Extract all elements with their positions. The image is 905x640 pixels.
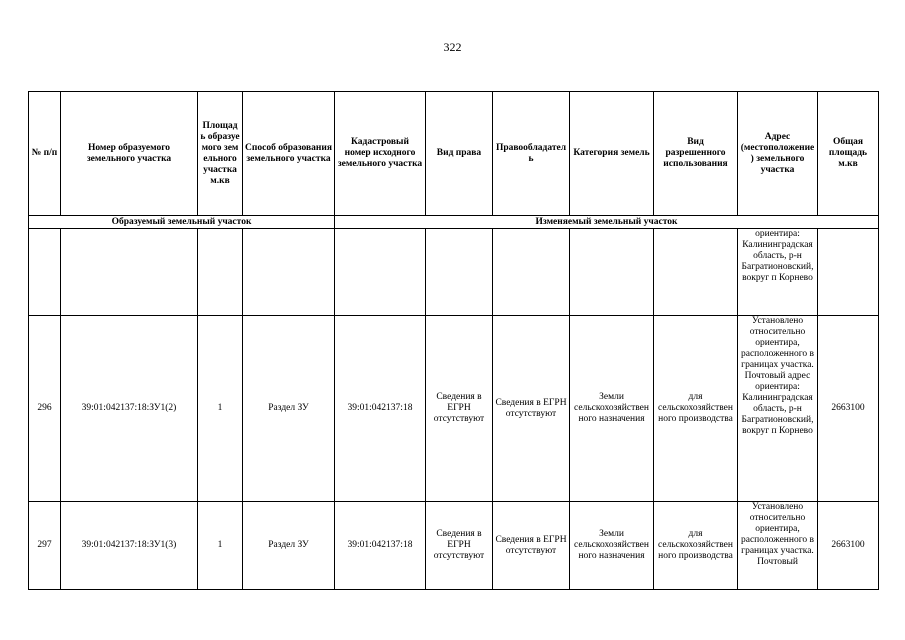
row-num: 297 xyxy=(29,502,61,590)
cadastral-cell: 39:01:042137:18 xyxy=(335,316,426,502)
col-header-right-type: Вид права xyxy=(426,92,493,216)
header-row xyxy=(29,92,879,216)
parcel-number-cell: 39:01:042137:18:ЗУ1(2) xyxy=(61,316,198,502)
col-header-parcel-number: Номер образуемого земельного участка xyxy=(61,92,198,216)
total-area-cell: 2663100 xyxy=(818,502,879,590)
col-header-address: Адрес (местоположение) земельного участка xyxy=(738,92,818,216)
row-num: 296 xyxy=(29,316,61,502)
right-type-cell: Сведения в ЕГРН отсутствуют xyxy=(426,316,493,502)
address-cell: ориентира: Калининградская область, р-н Багратионовский, вокруг п Корнево xyxy=(738,229,818,316)
parcel-number-cell: 39:01:042137:18:ЗУ1(3) xyxy=(61,502,198,590)
holder-cell: Сведения в ЕГРН отсутствуют xyxy=(493,316,570,502)
land-parcel-table xyxy=(28,91,879,590)
permitted-use-cell: для сельскохозяйственного производства xyxy=(654,502,738,590)
section-changed: Изменяемый земельный участок xyxy=(335,216,879,229)
address-cell: Установлено относительно ориентира, расположенного в границах участка. Почтовый xyxy=(738,502,818,590)
method-cell: Раздел ЗУ xyxy=(243,502,335,590)
col-header-num: № п/п xyxy=(29,92,61,216)
cadastral-cell: 39:01:042137:18 xyxy=(335,502,426,590)
page-number: 322 xyxy=(443,40,462,54)
col-header-permitted-use: Вид разрешенного использования xyxy=(654,92,738,216)
total-area-cell: 2663100 xyxy=(818,316,879,502)
holder-cell: Сведения в ЕГРН отсутствуют xyxy=(493,502,570,590)
col-header-category: Категория земель xyxy=(570,92,654,216)
col-header-holder: Правообладатель xyxy=(493,92,570,216)
section-formed: Образуемый земельный участок xyxy=(29,216,335,229)
address-cell: Установлено относительно ориентира, расположенного в границах участка. Почтовый адрес ориентира: Калининградская область, р-н Багратионовский, вокруг п Корнево xyxy=(738,316,818,502)
col-header-method: Способ образования земельного участка xyxy=(243,92,335,216)
method-cell: Раздел ЗУ xyxy=(243,316,335,502)
table-row xyxy=(29,502,879,590)
area-cell: 1 xyxy=(198,502,243,590)
area-cell: 1 xyxy=(198,316,243,502)
permitted-use-cell: для сельскохозяйственного производства xyxy=(654,316,738,502)
col-header-area: Площадь образуемого земельного участка м.кв xyxy=(198,92,243,216)
category-cell: Земли сельскохозяйственного назначения xyxy=(570,502,654,590)
table-row xyxy=(29,316,879,502)
table-row-continuation xyxy=(29,229,879,316)
section-row xyxy=(29,216,879,229)
right-type-cell: Сведения в ЕГРН отсутствуют xyxy=(426,502,493,590)
col-header-cadastral: Кадастровый номер исходного земельного участка xyxy=(335,92,426,216)
category-cell: Земли сельскохозяйственного назначения xyxy=(570,316,654,502)
col-header-total-area: Общая площадь м.кв xyxy=(818,92,879,216)
